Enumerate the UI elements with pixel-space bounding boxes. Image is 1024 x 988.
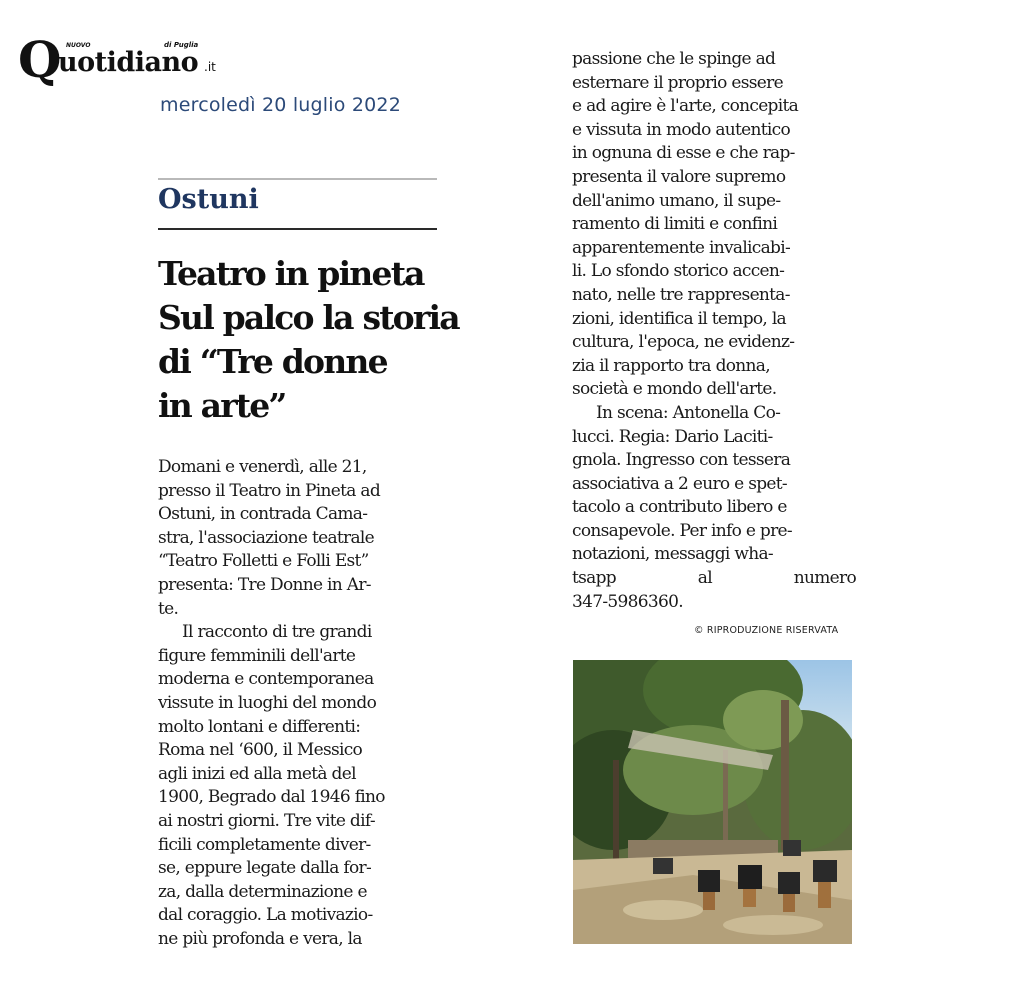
text-line: associativa a 2 euro e spet- xyxy=(572,473,787,494)
text-line: società e mondo dell'arte. xyxy=(572,379,777,400)
text-line: cultura, l'epoca, ne evidenz- xyxy=(572,332,795,353)
text-line: tacolo a contributo libero e xyxy=(572,497,787,518)
text-line: notazioni, messaggi wha- xyxy=(572,544,773,565)
text-line: Domani e venerdì, alle 21, xyxy=(158,457,367,477)
text-line: Roma nel ‘600, il Messico xyxy=(158,740,363,761)
text-line: passione che le spinge ad xyxy=(572,49,776,69)
text-line: presenta il valore supremo xyxy=(572,166,786,187)
logo-word: uotidiano xyxy=(58,47,199,78)
text-line: Ostuni, in contrada Cama- xyxy=(158,504,368,525)
masthead-logo xyxy=(18,30,228,94)
text-line: ficili completamente diver- xyxy=(158,834,371,855)
logo-q: Q xyxy=(18,30,62,89)
text-line: 1900, Begrado dal 1946 fino xyxy=(158,787,385,808)
headline xyxy=(158,252,459,428)
section-rule-top xyxy=(158,178,437,180)
headline-line: in arte” xyxy=(158,386,286,425)
headline-line: Teatro in pineta xyxy=(158,254,424,293)
section-rule-bottom xyxy=(158,228,437,230)
text-line: Il racconto di tre grandi xyxy=(182,622,372,643)
text-line: agli inizi ed alla metà del xyxy=(158,763,356,784)
text-line: ramento di limiti e confini xyxy=(572,214,778,235)
text-line: moderna e contemporanea xyxy=(158,669,374,690)
text-line: nato, nelle tre rappresenta- xyxy=(572,284,790,305)
text-line: e vissuta in modo autentico xyxy=(572,119,790,140)
text-line: vissute in luoghi del mondo xyxy=(158,692,377,713)
logo-it: .it xyxy=(204,60,216,74)
text-line: apparentemente invalicabi- xyxy=(572,237,791,258)
text-line-justified xyxy=(572,567,856,591)
text-line: ai nostri giorni. Tre vite dif- xyxy=(158,810,375,831)
text-line: se, eppure legate dalla for- xyxy=(158,858,371,879)
text-line: consapevole. Per info e pre- xyxy=(572,520,792,541)
text-line: e ad agire è l'arte, concepita xyxy=(572,96,799,117)
theatre-photo xyxy=(573,660,852,944)
headline-line: di “Tre donne xyxy=(158,342,387,381)
text-line: lucci. Regia: Dario Laciti- xyxy=(572,426,773,447)
text-line: dal coraggio. La motivazio- xyxy=(158,905,373,926)
text-line: za, dalla determinazione e xyxy=(158,881,367,902)
copyright-notice: © RIPRODUZIONE RISERVATA xyxy=(694,625,839,636)
text-line: In scena: Antonella Co- xyxy=(596,402,781,423)
text-line: molto lontani e differenti: xyxy=(158,716,361,737)
logo-nuovo: NUOVO xyxy=(66,42,91,49)
text-line: presso il Teatro in Pineta ad xyxy=(158,480,381,501)
theatre-photo-image xyxy=(573,660,852,944)
article-column-1 xyxy=(158,456,440,951)
text-line: figure femminili dell'arte xyxy=(158,645,356,666)
text-line: presenta: Tre Donne in Ar- xyxy=(158,574,371,595)
text-line: zia il rapporto tra donna, xyxy=(572,355,770,376)
text-line: dell'animo umano, il supe- xyxy=(572,190,781,211)
headline-line: Sul palco la storia xyxy=(158,298,459,337)
word: al xyxy=(697,568,712,589)
article-column-2 xyxy=(572,48,856,614)
text-line: te. xyxy=(158,598,179,619)
text-line: zioni, identifica il tempo, la xyxy=(572,308,786,329)
word: tsapp xyxy=(572,568,616,589)
text-line: 347-5986360. xyxy=(572,591,683,612)
text-line: li. Lo sfondo storico accen- xyxy=(572,261,785,282)
section-title: Ostuni xyxy=(158,184,259,215)
text-line: esternare il proprio essere xyxy=(572,72,783,93)
text-line: ne più profonda e vera, la xyxy=(158,928,362,949)
text-line: in ognuna di esse e che rap- xyxy=(572,143,795,164)
text-line: stra, l'associazione teatrale xyxy=(158,527,375,548)
publication-date: mercoledì 20 luglio 2022 xyxy=(160,94,401,116)
logo-di-puglia: di Puglia xyxy=(164,41,199,49)
text-line: gnola. Ingresso con tessera xyxy=(572,450,791,471)
text-line: “Teatro Folletti e Folli Est” xyxy=(158,551,369,572)
word: numero xyxy=(793,568,856,589)
